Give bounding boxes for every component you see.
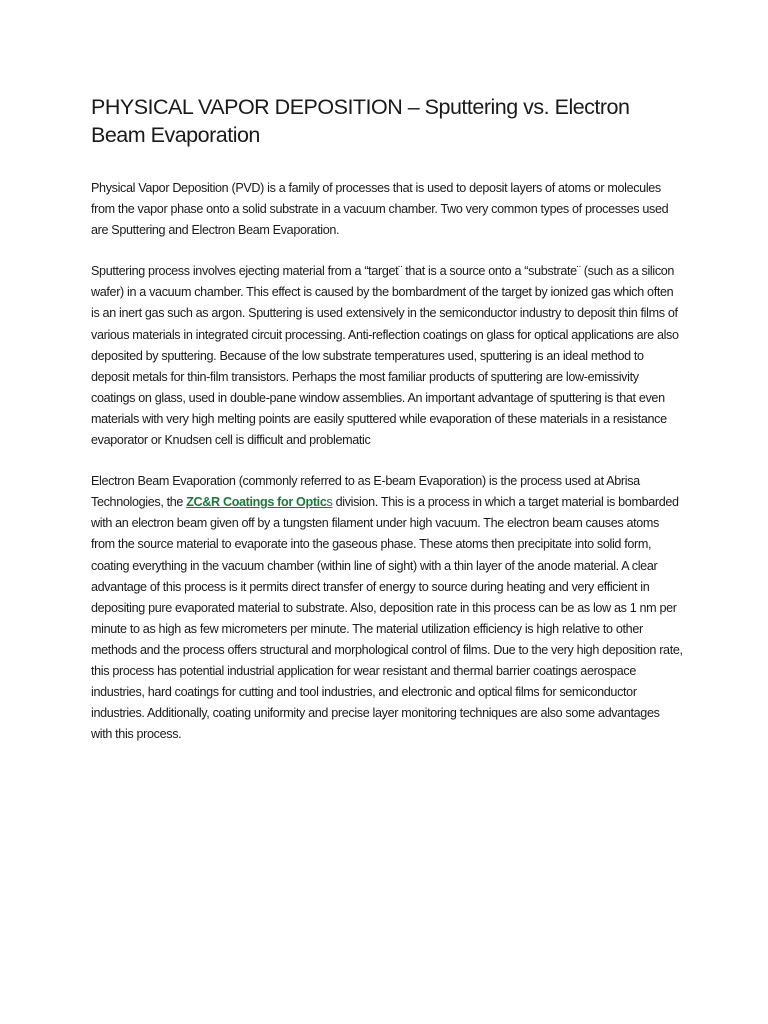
paragraph-ebeam xyxy=(91,471,683,745)
zcr-coatings-link-tail: s xyxy=(326,495,333,510)
paragraph-sputtering: Sputtering process involves ejecting material from a “target¨ that is a source onto a “substrate¨ (such as a silicon wafer) in a vacuum chamber. This effect is caused by the bombardment of the target by ionized gas which often is an inert gas such as argon. Sputtering is used extensively in the semiconductor industry to deposit thin films of various materials in integrated circuit processing. Anti-reflection coatings on glass for optical applications are also deposited by sputtering. Because of the low substrate temperatures used, sputtering is an ideal method to deposit metals for thin-film transistors. Perhaps the most familiar products of sputtering are low-emissivity coatings on glass, used in double-pane window assemblies. An important advantage of sputtering is that even materials with very high melting points are easily sputtered while evaporation of these materials in a resistance evaporator or Knudsen cell is difficult and problematic xyxy=(91,264,679,448)
page-title: PHYSICAL VAPOR DEPOSITION – Sputtering vs. Electron Beam Evaporation xyxy=(91,95,630,147)
paragraph-intro: Physical Vapor Deposition (PVD) is a family of processes that is used to deposit layers of atoms or molecules from the vapor phase onto a solid substrate in a vacuum chamber. Two very common types of processes used are Sputtering and Electron Beam Evaporation. xyxy=(91,181,669,238)
paragraph-ebeam-lead: Electron Beam Evaporation (commonly referred to as E-beam Evaporation) is the process used at Abrisa Technologies, the xyxy=(91,474,640,510)
paragraph-ebeam-body: division. This is a process in which a target material is bombarded with an electron beam given off by a tungsten filament under high vacuum. The electron beam causes atoms from the source material to evaporate into the gaseous phase. These atoms then precipitate into solid form, coating everything in the vacuum chamber (within line of sight) with a thin layer of the anode material. A clear advantage of this process is it permits direct transfer of energy to source during heating and very efficient in depositing pure evaporated material to substrate. Also, deposition rate in this process can be as low as 1 nm per minute to as high as few micrometers per minute. The material utilization efficiency is high relative to other methods and the process offers structural and morphological control of films. Due to the very high deposition rate, this process has potential industrial application for wear resistant and thermal barrier coatings aerospace industries, hard coatings for cutting and tool industries, and electronic and optical films for semiconductor industries. Additionally, coating uniformity and precise layer monitoring techniques are also some advantages with this process. xyxy=(91,495,683,742)
document-page xyxy=(91,93,683,745)
zcr-coatings-link-main: ZC&R Coatings for Optic xyxy=(186,495,327,510)
zcr-coatings-link[interactable] xyxy=(186,495,332,509)
